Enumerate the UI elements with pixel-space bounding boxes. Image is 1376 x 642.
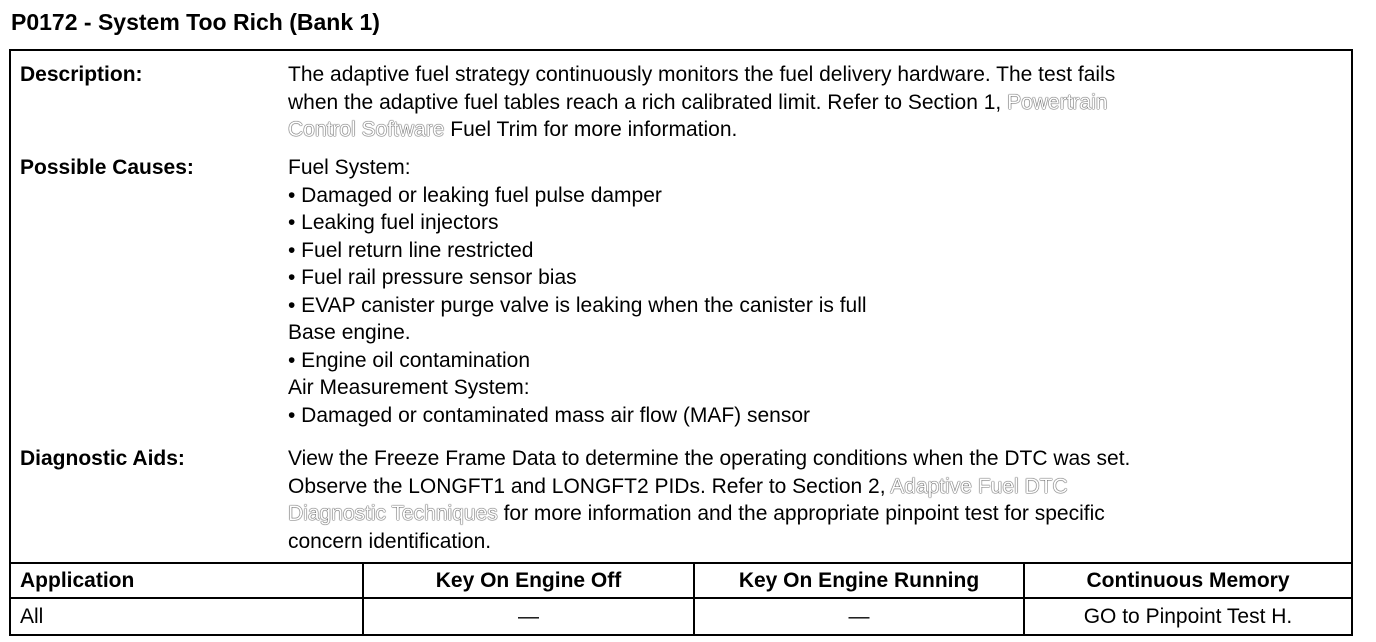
cause-item: • Leaking fuel injectors — [288, 211, 499, 234]
diagnostic-aids-line-tail — [288, 500, 1338, 528]
description-line-ref — [288, 89, 1338, 117]
cause-item: • Engine oil contamination — [288, 348, 531, 372]
table-cell-key-on-engine-running: — — [693, 599, 1023, 634]
diagnostic-aids-line: View the Freeze Frame Data to determine the operating conditions when the DTC was set. — [288, 447, 1131, 470]
description-line: The adaptive fuel strategy continuously monitors the fuel delivery hardware. The test fails — [288, 63, 1116, 86]
cause-item: • EVAP canister purge valve is leaking when the canister is full — [288, 293, 867, 317]
description-label: Description: — [20, 63, 143, 86]
description-line-tail — [288, 116, 1338, 144]
table-header-key-on-engine-running: Key On Engine Running — [693, 564, 1023, 599]
cause-heading-fuel-system: Fuel System: — [288, 156, 411, 179]
cause-heading-base-engine: Base engine. — [288, 321, 411, 344]
powertrain-reference-link[interactable]: Powertrain — [1007, 90, 1108, 114]
diagnostic-aids-line-ref — [288, 473, 1338, 501]
possible-causes-list — [288, 154, 1338, 429]
diagnostic-aids-text — [288, 445, 1338, 555]
table-header-continuous-memory: Continuous Memory — [1023, 564, 1351, 599]
control-software-reference-link[interactable]: Control Software — [288, 118, 445, 141]
adaptive-fuel-dtc-reference-link[interactable]: Adaptive Fuel DTC — [890, 474, 1068, 498]
diagnostic-aids-tail-text: for more information and the appropriate pinpoint test for specific — [503, 502, 1105, 525]
page-title: P0172 - System Too Rich (Bank 1) — [11, 9, 380, 35]
cause-item: • Fuel rail pressure sensor bias — [288, 266, 577, 289]
application-table — [11, 562, 1351, 636]
pinpoint-test-link[interactable]: GO to Pinpoint Test H. — [1023, 599, 1351, 634]
possible-causes-label: Possible Causes: — [20, 156, 194, 179]
cause-heading-air-measurement: Air Measurement System: — [288, 376, 530, 399]
description-line-text: when the adaptive fuel tables reach a rich calibrated limit. Refer to Section 1, — [288, 90, 1002, 114]
diagnostic-aids-label: Diagnostic Aids: — [20, 447, 185, 470]
description-tail-text: Fuel Trim for more information. — [450, 118, 738, 141]
cause-item: • Damaged or leaking fuel pulse damper — [288, 183, 662, 207]
table-cell-application: All — [20, 604, 44, 628]
cause-item: • Fuel return line restricted — [288, 238, 534, 262]
diagnostic-techniques-reference-link[interactable]: Diagnostic Techniques — [288, 502, 498, 525]
table-header-application: Application — [11, 564, 362, 599]
description-text — [288, 61, 1338, 144]
diagnostic-aids-line: concern identification. — [288, 529, 492, 553]
table-header-key-on-engine-off: Key On Engine Off — [362, 564, 693, 599]
diagnostic-aids-line-text: Observe the LONGFT1 and LONGFT2 PIDs. Refer to Section 2, — [288, 474, 886, 498]
table-cell-key-on-engine-off: — — [362, 599, 693, 634]
dtc-info-box — [9, 49, 1353, 636]
cause-item: • Damaged or contaminated mass air flow (MAF) sensor — [288, 403, 811, 427]
